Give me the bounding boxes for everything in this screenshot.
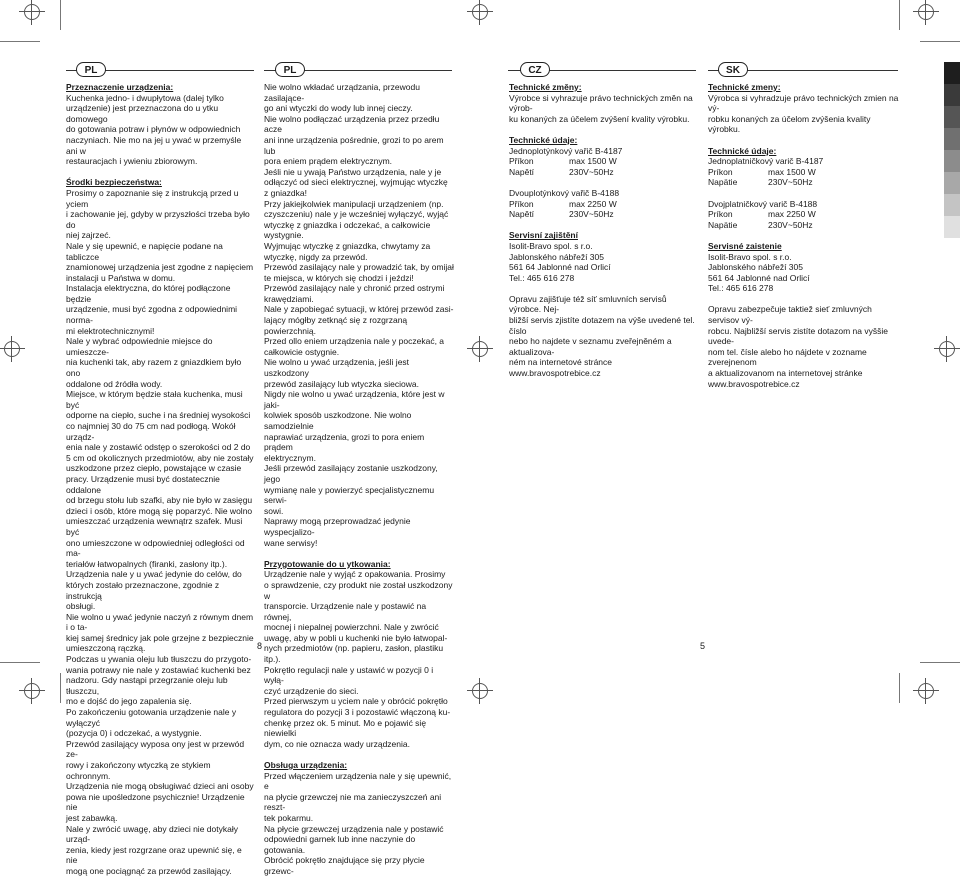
text-line: Isolit-Bravo spol. s r.o. — [509, 240, 593, 251]
text-line: mi elektrotechnicznymi! — [66, 325, 155, 336]
text-line: Urządzenie nale y wyjąć z opakowania. Prosimy — [264, 569, 446, 580]
text-line: Przewód zasilający nale y prowadzić tak, by omijał — [264, 262, 454, 273]
grayscale-swatch — [944, 62, 960, 84]
text-line: Jablonského nábřeží 305 — [509, 251, 604, 262]
text-line: mogą one pociągnąć za przewód zasilający. — [66, 865, 232, 876]
paragraph — [66, 188, 254, 877]
text-line: Opravu zajišťuje též síť smluvních servisů výrobce. Nej- — [509, 293, 667, 315]
text-line: ono umieszczone w odpowiedniej odległości od ma- — [66, 537, 245, 559]
section-heading: Technické změny: — [509, 82, 582, 92]
spec-list — [708, 209, 900, 230]
text-line: Nie wolno u ywać jedynie naczyń z równym dnem i o ta- — [66, 611, 254, 633]
paragraph — [264, 771, 454, 877]
text-line: pora eniem prądem elektrycznym. — [264, 156, 393, 167]
text-line: instalacji u Państwa w domu. — [66, 272, 176, 283]
text-line: Nale y zapobiegać sytuacji, w której przewód zasi- — [264, 304, 454, 315]
spec-title: Dvojplatničkový varič B-4188 — [708, 198, 818, 209]
text-line: nych przedmiotów (np. papieru, zasłon, plastiku itp.). — [264, 643, 444, 665]
section-heading: Technické údaje: — [708, 145, 777, 156]
section-heading: Obsługa urządzenia: — [264, 760, 348, 770]
text-line: mo e dojść do jego zapalenia się. — [66, 696, 192, 707]
text-line: ani inne urządzenia pośrednie, grozi to po arem lub — [264, 134, 444, 156]
text-line: Jeśli nie u ywają Państwo urządzenia, nale y je — [264, 166, 442, 177]
registration-mark-right — [934, 336, 960, 362]
spec-list — [509, 156, 699, 177]
spec-value: 230V~50Hz — [768, 219, 813, 230]
paragraph — [66, 93, 254, 167]
paragraph — [264, 569, 454, 749]
grayscale-swatch-strip — [944, 62, 960, 238]
spec-value: 230V~50Hz — [569, 209, 614, 220]
text-line: Pokrętło regulacji nale y ustawić w pozycji 0 i wyłą- — [264, 664, 434, 686]
text-line: Przewód zasilający wyposa ony jest w przewód ze- — [66, 738, 245, 760]
registration-mark-bottom-left — [19, 678, 45, 704]
text-line: chenkę przez ok. 5 minut. Mo e pojawić się niewielki — [264, 717, 427, 739]
paragraph — [509, 294, 699, 379]
section-heading: Przygotowanie do u ytkowania: — [264, 558, 391, 569]
grayscale-swatch — [944, 194, 960, 216]
spec-row — [509, 199, 699, 210]
text-line: z gniazdka! — [264, 187, 307, 198]
text-line: przewód zasilający lub wtyczka sieciowa. — [264, 378, 419, 389]
column-pl-1 — [66, 82, 254, 877]
text-line: elektrycznym. — [264, 452, 316, 463]
crop-line — [60, 0, 61, 30]
service-address — [509, 241, 699, 283]
text-line: nadzoru. Gdy nastąpi przegrzanie oleju lub tłuszczu, — [66, 675, 228, 696]
section-heading: Przeznaczenie urządzenia: — [66, 82, 174, 92]
page-number-left: 8 — [257, 641, 263, 651]
text-line: tek pokarmu. — [264, 812, 314, 823]
text-line: urządzenie, musi być zgodna z odpowiednimi norma- — [66, 304, 238, 326]
spec-list — [509, 199, 699, 220]
text-line: Naprawy mogą przeprowadzać jedynie wyspecjalizo- — [264, 516, 411, 537]
text-line: nebo ho najdete v seznamu zveřejněném a aktualizova- — [509, 336, 672, 357]
crop-line — [920, 662, 960, 663]
text-line: Po zakończeniu gotowania urządzenie nale y wyłączyć — [66, 707, 237, 728]
service-address — [708, 252, 900, 294]
column-cz — [509, 82, 699, 379]
spec-key: Napätie — [708, 177, 738, 188]
spec-key: Příkon — [509, 156, 534, 167]
text-line: Nale y zwrócić uwagę, aby dzieci nie dotykały urząd- — [66, 823, 238, 845]
spec-row — [509, 209, 699, 220]
text-line: znamionowej urządzenia jest zgodne z napięciem — [66, 262, 254, 273]
section-heading: Servisné zaistenie — [708, 240, 782, 251]
spec-list — [708, 167, 900, 188]
text-line: pracy. Urządzenie musi być dostatecznie oddalone — [66, 473, 220, 495]
crop-line — [920, 41, 960, 42]
language-badge-pl: PL — [76, 62, 106, 77]
section-heading: Technické zmeny: — [708, 82, 781, 92]
crop-line — [899, 673, 900, 703]
text-line: czyszczeniu) nale y je wcześniej wyłączyć, wyjąć — [264, 209, 449, 220]
text-line: dym, co nie oznacza wady urządzenia. — [264, 738, 410, 749]
text-line: Obrócić pokrętło znajdujące się przy płycie grzewc- — [264, 855, 425, 876]
registration-mark-bottom-center — [467, 678, 493, 704]
text-line: krawędziami. — [264, 293, 314, 304]
text-line: Urządzenia nie mogą obsługiwać dzieci ani osoby — [66, 781, 254, 792]
spec-title: Jednoplotýnkový vařič B-4187 — [509, 145, 623, 156]
text-line: Nie wolno podłączać urządzenia przez przedłu acze — [264, 113, 440, 135]
text-line: www.bravospotrebice.cz — [708, 378, 800, 389]
language-badge-cz: CZ — [520, 62, 550, 77]
text-line: Prosimy o zapoznanie się z instrukcją przed u yciem — [66, 187, 239, 209]
text-line: restauracjach i ywieniu zbiorowym. — [66, 156, 198, 167]
text-line: Výrobca si vyhradzuje právo technických zmien na vý- — [708, 92, 899, 114]
spec-row — [509, 156, 699, 167]
text-line: Nale y wybrać odpowiednie miejsce do umieszcze- — [66, 336, 213, 357]
text-line: wymianę nale y powierzyć specjalistycznemu serwi- — [264, 484, 435, 506]
text-line: powa nie upośledzone psychicznie! Urządzenie nie — [66, 791, 245, 813]
spec-row — [708, 209, 900, 220]
text-line: nom tel. čísle alebo ho nájdete v zozname zverejnenom — [708, 346, 867, 368]
section-heading: Środki bezpieczeństwa: — [66, 177, 162, 188]
text-line: Nie wolno wkładać urządzania, przewodu zasilające- — [264, 82, 420, 103]
text-line: enia nale y zostawić odstęp o szerokości od 2 do — [66, 442, 251, 453]
text-line: naczyniach. Nie mo na jej u ywać w przemyśle ani w — [66, 134, 242, 156]
spec-title: Jednoplatničkový varič B-4187 — [708, 156, 824, 167]
grayscale-swatch — [944, 172, 960, 194]
text-line: Przed pierwszym u yciem nale y obrócić pokrętło — [264, 696, 448, 707]
text-line: dzieci i osób, które mogą się poparzyć. Nie wolno — [66, 505, 253, 516]
text-line: odłączyć od sieci elektrycznej, wyjmując wtyczkę — [264, 177, 448, 188]
text-line: obsługi. — [66, 601, 96, 612]
paragraph — [264, 82, 454, 548]
spec-key: Příkon — [509, 198, 534, 209]
text-line: robcu. Najbližší servis zistíte dotazom na vyššie uvede- — [708, 325, 888, 347]
text-line: wania potrawy nie nale y zostawiać kuchenki bez — [66, 664, 251, 675]
section-heading: Servisní zajištění — [509, 230, 578, 241]
text-line: Kuchenka jedno- i dwupłytowa (dalej tylko — [66, 92, 224, 103]
registration-mark-center — [467, 336, 493, 362]
text-line: Przewód zasilający nale y chronić przed ostrymi — [264, 283, 445, 294]
text-line: 561 64 Jablonné nad Orlicí — [509, 262, 611, 273]
spec-value: max 2250 W — [768, 209, 816, 220]
spec-key: Príkon — [708, 209, 733, 220]
text-line: i zachowanie jej, gdyby w przyszłości trzeba było do — [66, 209, 250, 230]
text-line: uwagę, aby w pobli u kuchenki nie było łatwopal- — [264, 632, 448, 643]
text-line: Jablonského nábřeží 305 — [708, 262, 803, 273]
text-line: kolwiek sposób uszkodzone. Nie wolno samodzielnie — [264, 410, 412, 431]
text-line: Przy jakiejkolwiek manipulacji urządzeniem (np. — [264, 198, 444, 209]
text-line: czyć urządzenie do sieci. — [264, 685, 359, 696]
crop-line — [60, 673, 61, 703]
text-line: odpowiedni garnek lub inne naczynie do gotowania. — [264, 834, 416, 855]
text-line: całkowicie ostygnie. — [264, 346, 340, 357]
text-line: Urządzenia nale y u ywać jedynie do celów, do — [66, 569, 242, 580]
text-line: wtyczkę, nigdy za przewód. — [264, 251, 368, 262]
spec-title: Dvouplotýnkový vařič B-4188 — [509, 187, 620, 198]
text-line: bližší servis zjistíte dotazem na výše uvedené tel. číslo — [509, 315, 695, 336]
text-line: Na płycie grzewczej urządzenia nale y postawić — [264, 823, 444, 834]
crop-line — [0, 41, 40, 42]
spec-row — [708, 220, 900, 231]
text-line: regulatora do pozycji 3 i pozostawić włączoną ku- — [264, 707, 451, 718]
text-line: robku konaných za účelom zvýšenia kvality výrobku. — [708, 113, 871, 135]
text-line: 5 cm od okolicznych przedmiotów, aby nie zostały — [66, 452, 254, 463]
text-line: niej zajrzeć. — [66, 230, 111, 241]
text-line: te miejsca, w których się chodzi i jeździ! — [264, 272, 414, 283]
registration-mark-top-right — [913, 0, 939, 25]
spec-row — [708, 167, 900, 178]
text-line: Podczas u ywania oleju lub tłuszczu do przygoto- — [66, 654, 252, 665]
text-line: nia kuchenki tak, aby razem z gniazdkiem było ono — [66, 357, 242, 379]
paragraph — [708, 93, 900, 135]
text-line: mocnej i niepalnej powierzchni. Nale y zwrócić — [264, 622, 439, 633]
text-line: Výrobce si vyhrazuje právo technických změn na výrob- — [509, 92, 693, 114]
text-line: go ani wtyczki do wody lub innej cieczy. — [264, 103, 413, 114]
text-line: uszkodzone przez ciepło, powstające w czasie — [66, 463, 242, 474]
spec-value: 230V~50Hz — [768, 177, 813, 188]
text-line: Instalacja elektryczna, do której podłączone będzie — [66, 283, 231, 304]
text-line: Przed ollo eniem urządzenia nale y poczekać, a — [264, 336, 445, 347]
text-line: odporne na ciepło, suche i na średniej wysokości — [66, 410, 251, 421]
spec-value: max 1500 W — [569, 156, 617, 167]
text-line: Tel.: 465 616 278 — [708, 283, 774, 294]
text-line: www.bravospotrebice.cz — [509, 368, 601, 379]
text-line: Przed włączeniem urządzenia nale y się upewnić, e — [264, 770, 452, 792]
page-number-right: 5 — [700, 641, 706, 651]
text-line: Miejsce, w którym będzie stała kuchenka, musi być — [66, 389, 243, 410]
text-line: do gotowania potraw i płynów w odpowiednich — [66, 124, 241, 135]
spec-row — [708, 177, 900, 188]
text-line: umieszczoną rączką. — [66, 643, 146, 654]
paragraph — [708, 304, 900, 389]
text-line: sowi. — [264, 505, 284, 516]
language-badge-sk: SK — [718, 62, 748, 77]
text-line: umieszczać urządzenia wewnątrz szafek. Musi być — [66, 516, 243, 537]
spec-value: 230V~50Hz — [569, 166, 614, 177]
text-line: o sprawdzenie, czy produkt nie został uszkodzony w — [264, 579, 453, 601]
text-line: zenia, kiedy jest rozgrzane oraz upewnić się, e nie — [66, 844, 242, 866]
text-line: Nigdy nie wolno u ywać urządzenia, które jest w jaki- — [264, 389, 445, 410]
registration-mark-bottom-right — [913, 678, 939, 704]
text-line: rowy i zakończony wtyczką ze stykiem ochronnym. — [66, 760, 211, 781]
text-line: Nale y się upewnić, e napięcie podane na tabliczce — [66, 240, 223, 262]
crop-line — [899, 0, 900, 30]
text-line: wane serwisy! — [264, 537, 318, 548]
text-line: od brzegu stołu lub szafki, aby nie było w zasięgu — [66, 495, 253, 506]
registration-mark-top-left — [19, 0, 45, 25]
text-line: Nie wolno u ywać urządzenia, jeśli jest uszkodzony — [264, 357, 410, 379]
column-pl-2 — [264, 82, 454, 877]
registration-mark-top-center — [467, 0, 493, 25]
registration-mark-left — [0, 336, 25, 362]
spec-key: Napätie — [708, 219, 738, 230]
language-badge-pl: PL — [275, 62, 305, 77]
text-line: naprawiać urządzenia, grozi to pora eniem prądem — [264, 431, 425, 453]
section-heading: Technické údaje: — [509, 134, 578, 145]
spec-key: Príkon — [708, 166, 733, 177]
text-line: a aktualizovanom na internetovej stránke — [708, 368, 863, 379]
text-line: urządzenie) jest przeznaczona do u ytku domowego — [66, 103, 219, 124]
grayscale-swatch — [944, 106, 960, 128]
spec-row — [509, 167, 699, 178]
column-sk — [708, 82, 900, 389]
text-line: kiej samej średnicy jak pole grzejne z bezpiecznie — [66, 632, 254, 643]
text-line: Tel.: 465 616 278 — [509, 272, 575, 283]
spec-value: max 2250 W — [569, 198, 617, 209]
spec-key: Napětí — [509, 166, 535, 177]
text-line: których zostało przeznaczone, zgodnie z instrukcją — [66, 579, 220, 601]
crop-line — [0, 662, 40, 663]
paragraph — [509, 93, 699, 125]
text-line: co najmniej 30 do 75 cm nad podłogą. Wokół urządz- — [66, 421, 236, 442]
text-line: na płycie grzewczej nie ma zanieczyszczeń ani reszt- — [264, 791, 442, 813]
text-line: oddalone od źródła wody. — [66, 378, 163, 389]
text-line: ném na internetové stránce — [509, 357, 613, 368]
text-line: Isolit-Bravo spol. s r.o. — [708, 251, 792, 262]
text-line: Opravu zabezpečuje taktiež sieť zmluvných servisov vý- — [708, 304, 872, 326]
grayscale-swatch — [944, 150, 960, 172]
text-line: teriałów łatwopalnych (firanki, zasłony itp.). — [66, 558, 228, 569]
text-line: transporcie. Urządzenie nale y postawić na równej, — [264, 601, 427, 622]
grayscale-swatch — [944, 84, 960, 106]
grayscale-swatch — [944, 216, 960, 238]
grayscale-swatch — [944, 128, 960, 150]
spec-key: Napětí — [509, 209, 535, 220]
text-line: 561 64 Jablonné nad Orlicí — [708, 272, 810, 283]
text-line: (pozycja 0) i odczekać, a wystygnie. — [66, 728, 202, 739]
text-line: jest zabawką. — [66, 812, 118, 823]
text-line: ku konaných za účelem zvýšení kvality výrobku. — [509, 113, 690, 124]
text-line: wtyczkę z gniazdka i odczekać, a całkowicie wystygnie. — [264, 219, 431, 241]
spec-value: max 1500 W — [768, 166, 816, 177]
text-line: Wyjmując wtyczkę z gniazdka, chwytamy za — [264, 240, 431, 251]
text-line: Jeśli przewód zasilający zostanie uszkodzony, jego — [264, 463, 438, 484]
text-line: lający mógłby zetknąć się z rozgrzaną powierzchnią. — [264, 315, 408, 336]
